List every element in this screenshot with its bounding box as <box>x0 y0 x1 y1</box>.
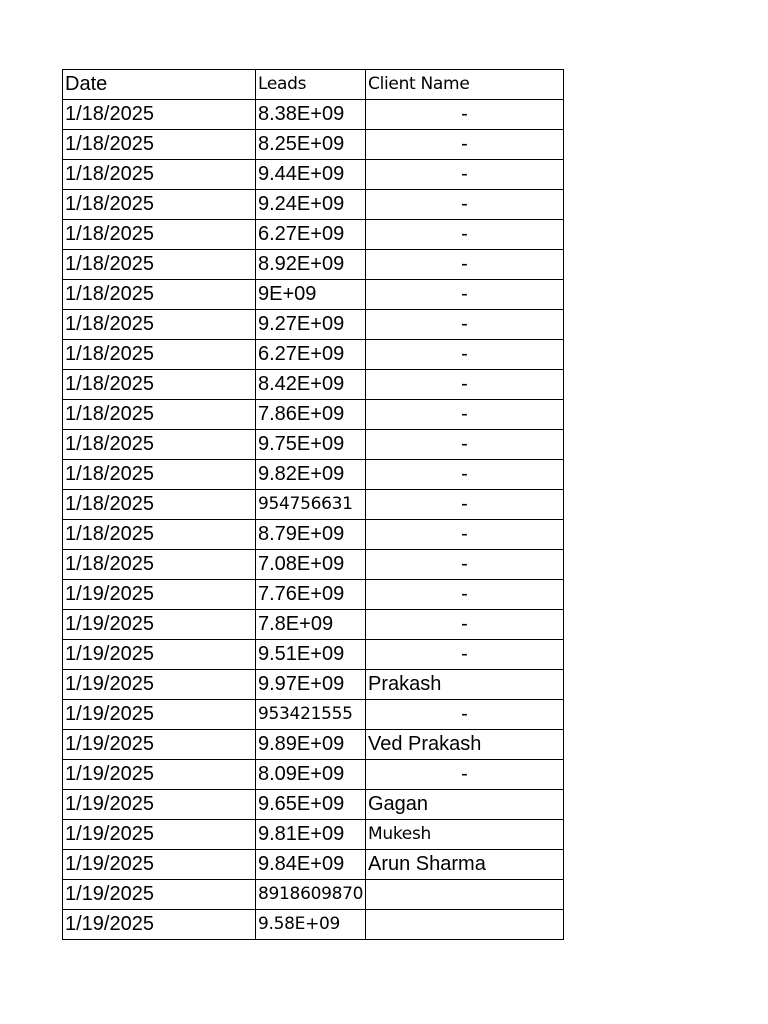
table-row <box>63 430 564 460</box>
cell-client-name[interactable]: - <box>366 580 564 610</box>
cell-leads-text: 7.76E+09 <box>258 583 345 605</box>
cell-client-name[interactable]: - <box>366 760 564 790</box>
cell-leads-text: 9E+09 <box>258 283 317 305</box>
cell-date[interactable]: 1/18/2025 <box>63 370 256 400</box>
cell-date[interactable]: 1/19/2025 <box>63 730 256 760</box>
cell-client-name[interactable]: - <box>366 610 564 640</box>
cell-leads-text: 8.09E+09 <box>258 763 345 785</box>
cell-leads[interactable] <box>256 190 366 220</box>
cell-date[interactable]: 1/19/2025 <box>63 640 256 670</box>
cell-date[interactable]: 1/18/2025 <box>63 490 256 520</box>
table-row <box>63 160 564 190</box>
table-row <box>63 550 564 580</box>
table-row <box>63 490 564 520</box>
table-row <box>63 610 564 640</box>
cell-leads-text: 9.24E+09 <box>258 193 345 215</box>
cell-client-name[interactable] <box>366 880 564 910</box>
cell-client-name[interactable]: - <box>366 370 564 400</box>
cell-leads-text: 9.58E+09 <box>258 914 341 934</box>
header-row <box>63 70 564 100</box>
table-row <box>63 640 564 670</box>
cell-leads[interactable] <box>256 820 366 850</box>
cell-leads[interactable] <box>256 910 366 940</box>
table-row <box>63 700 564 730</box>
cell-leads[interactable] <box>256 730 366 760</box>
cell-leads-text: 7.86E+09 <box>258 403 345 425</box>
cell-client-name[interactable]: Prakash <box>366 670 564 700</box>
cell-date[interactable]: 1/18/2025 <box>63 520 256 550</box>
table-row <box>63 220 564 250</box>
cell-client-name[interactable]: - <box>366 640 564 670</box>
cell-date[interactable]: 1/18/2025 <box>63 430 256 460</box>
cell-client-name[interactable]: - <box>366 430 564 460</box>
cell-leads-text: 9.84E+09 <box>258 853 345 875</box>
cell-leads[interactable] <box>256 670 366 700</box>
cell-leads[interactable] <box>256 490 366 520</box>
cell-client-name[interactable]: Gagan <box>366 790 564 820</box>
cell-leads-text: 8.38E+09 <box>258 103 345 125</box>
cell-client-name[interactable]: Arun Sharma <box>366 850 564 880</box>
cell-leads-text: 6.27E+09 <box>258 343 345 365</box>
cell-leads[interactable] <box>256 790 366 820</box>
cell-client-name[interactable]: - <box>366 280 564 310</box>
cell-client-name[interactable]: - <box>366 190 564 220</box>
cell-leads-text: 8.79E+09 <box>258 523 345 545</box>
cell-leads-text: 9.65E+09 <box>258 793 345 815</box>
table-row <box>63 790 564 820</box>
cell-leads-text: 8.92E+09 <box>258 253 345 275</box>
table-row <box>63 730 564 760</box>
cell-leads[interactable] <box>256 310 366 340</box>
cell-leads[interactable] <box>256 760 366 790</box>
cell-leads[interactable] <box>256 340 366 370</box>
cell-leads-text: 9.27E+09 <box>258 313 345 335</box>
cell-date[interactable]: 1/18/2025 <box>63 100 256 130</box>
cell-leads[interactable] <box>256 220 366 250</box>
header-date[interactable]: Date <box>63 70 256 100</box>
cell-client-name[interactable]: - <box>366 130 564 160</box>
cell-leads-text: 953421555 <box>258 704 353 724</box>
cell-client-name[interactable] <box>366 910 564 940</box>
cell-leads[interactable] <box>256 700 366 730</box>
table-row <box>63 400 564 430</box>
table-row <box>63 580 564 610</box>
cell-date[interactable]: 1/18/2025 <box>63 340 256 370</box>
cell-client-name[interactable]: - <box>366 250 564 280</box>
cell-date[interactable]: 1/19/2025 <box>63 880 256 910</box>
cell-leads[interactable] <box>256 400 366 430</box>
table-row <box>63 100 564 130</box>
cell-leads[interactable] <box>256 100 366 130</box>
table-row <box>63 670 564 700</box>
cell-date[interactable]: 1/19/2025 <box>63 790 256 820</box>
cell-leads[interactable] <box>256 460 366 490</box>
cell-date[interactable]: 1/18/2025 <box>63 460 256 490</box>
spreadsheet-table <box>62 69 564 940</box>
cell-date[interactable]: 1/19/2025 <box>63 820 256 850</box>
cell-client-name[interactable]: Mukesh <box>366 820 564 850</box>
table-row <box>63 520 564 550</box>
cell-leads-text: 6.27E+09 <box>258 223 345 245</box>
cell-leads-text: 8.25E+09 <box>258 133 345 155</box>
cell-leads[interactable] <box>256 640 366 670</box>
cell-leads[interactable] <box>256 430 366 460</box>
cell-client-name[interactable]: - <box>366 340 564 370</box>
table-row <box>63 250 564 280</box>
cell-date[interactable]: 1/18/2025 <box>63 160 256 190</box>
cell-date[interactable]: 1/19/2025 <box>63 760 256 790</box>
cell-leads[interactable] <box>256 370 366 400</box>
cell-client-name[interactable]: - <box>366 220 564 250</box>
cell-date[interactable]: 1/19/2025 <box>63 580 256 610</box>
header-client-name[interactable]: Client Name <box>366 70 564 100</box>
cell-date[interactable]: 1/18/2025 <box>63 250 256 280</box>
cell-leads-text: 9.44E+09 <box>258 163 345 185</box>
cell-date[interactable]: 1/19/2025 <box>63 910 256 940</box>
cell-leads-text: 7.08E+09 <box>258 553 345 575</box>
cell-leads-text: 954756631 <box>258 494 353 514</box>
cell-leads-text: 9.81E+09 <box>258 823 345 845</box>
cell-client-name[interactable]: - <box>366 400 564 430</box>
cell-leads-text: 9.51E+09 <box>258 643 345 665</box>
cell-date[interactable]: 1/19/2025 <box>63 700 256 730</box>
cell-client-name[interactable]: - <box>366 550 564 580</box>
cell-leads[interactable] <box>256 580 366 610</box>
cell-leads-text: 9.82E+09 <box>258 463 345 485</box>
cell-client-name[interactable]: - <box>366 160 564 190</box>
cell-date[interactable]: 1/18/2025 <box>63 220 256 250</box>
cell-leads[interactable] <box>256 250 366 280</box>
cell-leads-text: 9.75E+09 <box>258 433 345 455</box>
table-row <box>63 310 564 340</box>
cell-date[interactable]: 1/18/2025 <box>63 280 256 310</box>
cell-leads-text: 9.97E+09 <box>258 673 345 695</box>
cell-client-name[interactable]: - <box>366 520 564 550</box>
cell-date[interactable]: 1/18/2025 <box>63 400 256 430</box>
cell-date[interactable]: 1/18/2025 <box>63 550 256 580</box>
cell-client-name[interactable]: Ved Prakash <box>366 730 564 760</box>
table-row <box>63 820 564 850</box>
table-row <box>63 190 564 220</box>
table-row <box>63 880 564 910</box>
cell-leads-text: 7.8E+09 <box>258 613 334 635</box>
cell-leads[interactable] <box>256 130 366 160</box>
table-row <box>63 340 564 370</box>
table-row <box>63 130 564 160</box>
cell-date[interactable]: 1/19/2025 <box>63 610 256 640</box>
cell-leads[interactable] <box>256 880 366 910</box>
table-row <box>63 370 564 400</box>
table-row <box>63 280 564 310</box>
cell-leads-text: 8.42E+09 <box>258 373 345 395</box>
cell-client-name[interactable]: - <box>366 700 564 730</box>
cell-leads[interactable] <box>256 160 366 190</box>
cell-date[interactable]: 1/19/2025 <box>63 670 256 700</box>
table-row <box>63 760 564 790</box>
header-leads[interactable]: Leads <box>256 70 366 100</box>
table-row <box>63 460 564 490</box>
cell-leads-text: 8918609870 <box>258 884 364 904</box>
cell-date[interactable]: 1/18/2025 <box>63 190 256 220</box>
sheet-body <box>63 70 564 940</box>
cell-date[interactable]: 1/19/2025 <box>63 850 256 880</box>
cell-leads[interactable] <box>256 610 366 640</box>
table-row <box>63 850 564 880</box>
cell-date[interactable]: 1/18/2025 <box>63 130 256 160</box>
cell-leads[interactable] <box>256 280 366 310</box>
cell-client-name[interactable]: - <box>366 100 564 130</box>
cell-leads-text: 9.89E+09 <box>258 733 345 755</box>
table-row <box>63 910 564 940</box>
cell-date[interactable]: 1/18/2025 <box>63 310 256 340</box>
cell-leads[interactable] <box>256 520 366 550</box>
cell-leads[interactable] <box>256 850 366 880</box>
cell-client-name[interactable]: - <box>366 460 564 490</box>
cell-client-name[interactable]: - <box>366 310 564 340</box>
cell-client-name[interactable]: - <box>366 490 564 520</box>
cell-leads[interactable] <box>256 550 366 580</box>
